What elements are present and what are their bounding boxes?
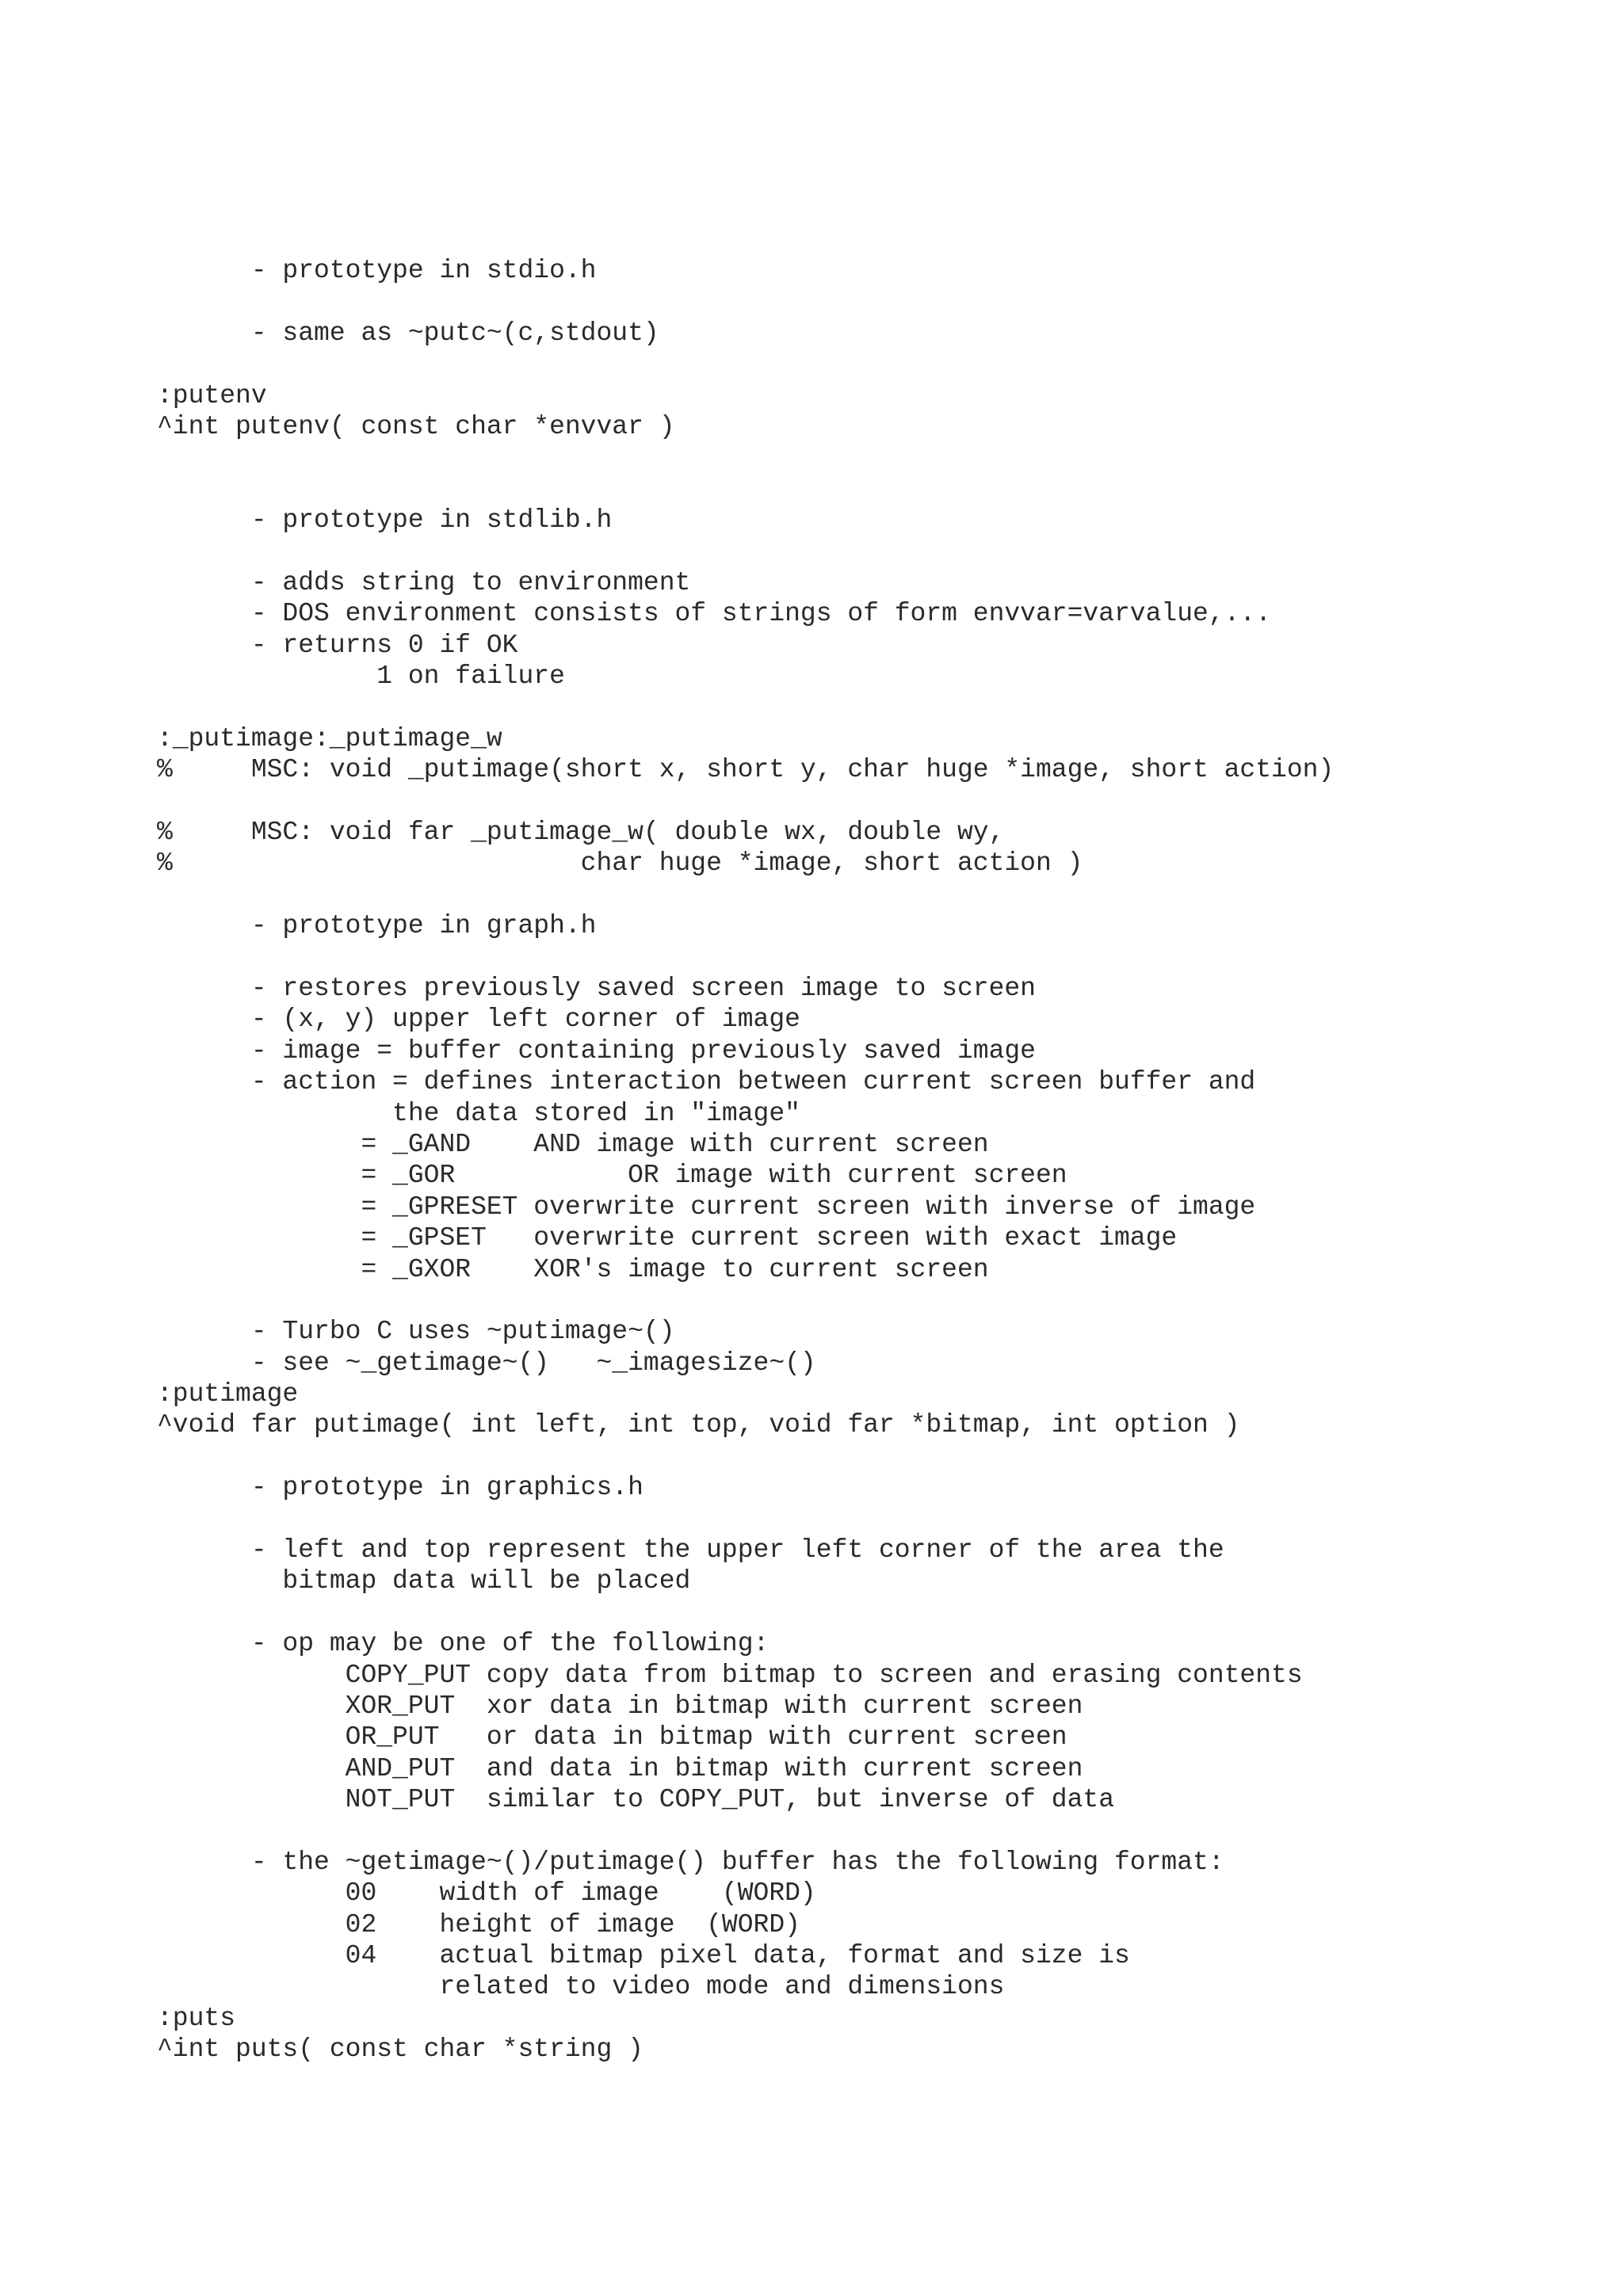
text-line: :putenv — [157, 380, 267, 410]
blank-line — [157, 349, 1599, 379]
blank-line — [157, 442, 1599, 473]
text-line: ^int putenv( const char *envvar ) — [157, 411, 675, 441]
text-line: OR_PUT or data in bitmap with current screen — [157, 1722, 1067, 1753]
text-line: bitmap data will be placed — [157, 1566, 691, 1596]
text-line: = _GAND AND image with current screen — [157, 1129, 989, 1159]
text-line: = _GPSET overwrite current screen with exact image — [157, 1223, 1178, 1253]
text-line: - prototype in stdio.h — [157, 256, 597, 285]
text-line: - restores previously saved screen image to screen — [157, 973, 1036, 1003]
text-line: ^int puts( const char *string ) — [157, 2035, 643, 2065]
text-line: = _GPRESET overwrite current screen with inverse of image — [157, 1192, 1256, 1222]
blank-line — [157, 786, 1599, 817]
text-line: - op may be one of the following: — [157, 1629, 769, 1659]
text-line: - same as ~putc~(c,stdout) — [157, 318, 659, 348]
text-line: NOT_PUT similar to COPY_PUT, but inverse of data — [157, 1785, 1114, 1815]
text-line: - prototype in graph.h — [157, 911, 597, 941]
blank-line — [157, 286, 1599, 317]
text-line: - adds string to environment — [157, 567, 691, 597]
text-line: COPY_PUT copy data from bitmap to screen and erasing contents — [157, 1660, 1303, 1690]
text-line: % MSC: void _putimage(short x, short y, char huge *image, short action) — [157, 755, 1335, 785]
text-line: - prototype in stdlib.h — [157, 505, 613, 536]
text-line: - action = defines interaction between current screen buffer and — [157, 1067, 1256, 1097]
text-line: ^void far putimage( int left, int top, void far *bitmap, int option ) — [157, 1410, 1240, 1440]
blank-line — [157, 536, 1599, 567]
text-line: - image = buffer containing previously saved image — [157, 1035, 1036, 1066]
text-line: :_putimage:_putimage_w — [157, 723, 502, 753]
text-line: :puts — [157, 2003, 236, 2033]
text-line: - returns 0 if OK — [157, 630, 518, 660]
blank-line — [157, 942, 1599, 973]
text-line: - see ~_getimage~() ~_imagesize~() — [157, 1348, 816, 1378]
text-line: 1 on failure — [157, 662, 565, 692]
text-line: related to video mode and dimensions — [157, 1972, 1005, 2002]
text-line: % char huge *image, short action ) — [157, 849, 1083, 879]
text-line: - (x, y) upper left corner of image — [157, 1005, 800, 1035]
text-line: - DOS environment consists of strings of form envvar=varvalue,... — [157, 599, 1272, 629]
text-line: XOR_PUT xor data in bitmap with current screen — [157, 1691, 1083, 1721]
blank-line — [157, 692, 1599, 723]
text-line: - left and top represent the upper left corner of the area the — [157, 1535, 1224, 1566]
text-line: :putimage — [157, 1379, 299, 1409]
text-line: - the ~getimage~()/putimage() buffer has the following format: — [157, 1847, 1224, 1877]
blank-line — [157, 879, 1599, 910]
text-line: = _GXOR XOR's image to current screen — [157, 1254, 989, 1284]
text-line: = _GOR OR image with current screen — [157, 1161, 1067, 1191]
blank-line — [157, 1441, 1599, 1472]
blank-line — [157, 1504, 1599, 1535]
text-line: AND_PUT and data in bitmap with current screen — [157, 1753, 1083, 1783]
text-line: 02 height of image (WORD) — [157, 1909, 800, 1939]
text-line: the data stored in "image" — [157, 1098, 800, 1128]
text-line: 04 actual bitmap pixel data, format and size is — [157, 1941, 1130, 1971]
blank-line — [157, 1597, 1599, 1628]
text-line: % MSC: void far _putimage_w( double wx, double wy, — [157, 818, 1005, 848]
blank-line — [157, 1285, 1599, 1316]
document-text — [157, 255, 1599, 2065]
text-line: - prototype in graphics.h — [157, 1473, 643, 1503]
blank-line — [157, 474, 1599, 505]
blank-line — [157, 1816, 1599, 1847]
text-line: - Turbo C uses ~putimage~() — [157, 1317, 675, 1347]
text-line: 00 width of image (WORD) — [157, 1878, 816, 1909]
